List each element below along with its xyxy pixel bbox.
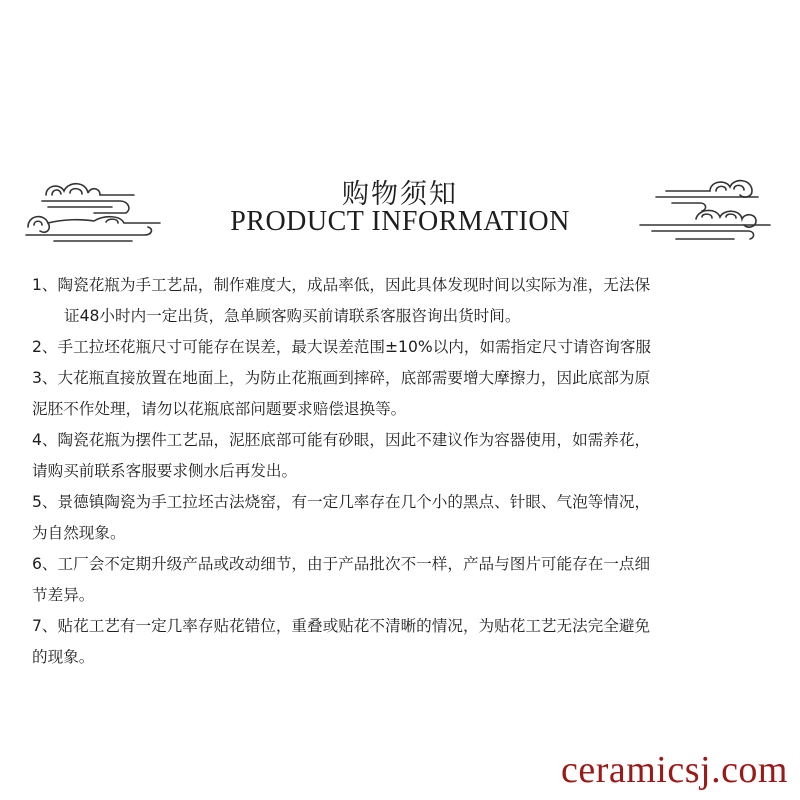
notice-4-line-1: 4、陶瓷花瓶为摆件工艺品，泥胚底部可能有砂眼，因此不建议作为容器使用，如需养花， bbox=[32, 431, 651, 449]
notice-item-7 bbox=[32, 611, 777, 673]
notice-item-1 bbox=[32, 270, 777, 332]
notice-2-line-1: 2、手工拉坯花瓶尺寸可能存在误差，最大误差范围±10%以内，如需指定尺寸请咨询客服 bbox=[32, 338, 652, 356]
page-title-chinese: 购物须知 bbox=[342, 179, 458, 210]
notice-6-line-2: 节差异。 bbox=[32, 586, 95, 604]
notice-item-4 bbox=[32, 425, 777, 487]
notice-6-line-1: 6、工厂会不定期升级产品或改动细节，由于产品批次不一样，产品与图片可能存在一点细 bbox=[32, 555, 651, 573]
notice-item-2 bbox=[32, 332, 777, 363]
notice-item-3 bbox=[32, 363, 777, 425]
notice-3-line-1: 3、大花瓶直接放置在地面上，为防止花瓶画到摔碎，底部需要增大摩擦力，因此底部为原 bbox=[32, 369, 651, 387]
notice-7-line-2: 的现象。 bbox=[32, 648, 95, 666]
shopping-notice-list bbox=[32, 270, 777, 673]
header bbox=[0, 160, 800, 250]
watermark-text: ceramicsj.com bbox=[560, 749, 788, 791]
cloud-ornament-right-icon bbox=[636, 163, 776, 243]
page-title-english: PRODUCT INFORMATION bbox=[230, 206, 570, 237]
notice-1-line-1: 1、陶瓷花瓶为手工艺品，制作难度大，成品率低，因此具体发现时间以实际为准，无法保 bbox=[32, 276, 651, 294]
notice-3-line-2: 泥胚不作处理，请勿以花瓶底部问题要求赔偿退换等。 bbox=[32, 400, 407, 418]
notice-item-6 bbox=[32, 549, 777, 611]
notice-item-5 bbox=[32, 487, 777, 549]
notice-5-line-1: 5、景德镇陶瓷为手工拉坯古法烧窑，有一定几率存在几个小的黑点、针眼、气泡等情况， bbox=[32, 493, 651, 511]
notice-5-line-2: 为自然现象。 bbox=[32, 524, 126, 542]
notice-4-line-2: 请购买前联系客服要求侧水后再发出。 bbox=[32, 462, 298, 480]
notice-1-line-2: 证48小时内一定出货，急单顾客购买前请联系客服咨询出货时间。 bbox=[64, 307, 521, 325]
notice-7-line-1: 7、贴花工艺有一定几率存贴花错位，重叠或贴花不清晰的情况，为贴花工艺无法完全避免 bbox=[32, 617, 651, 635]
